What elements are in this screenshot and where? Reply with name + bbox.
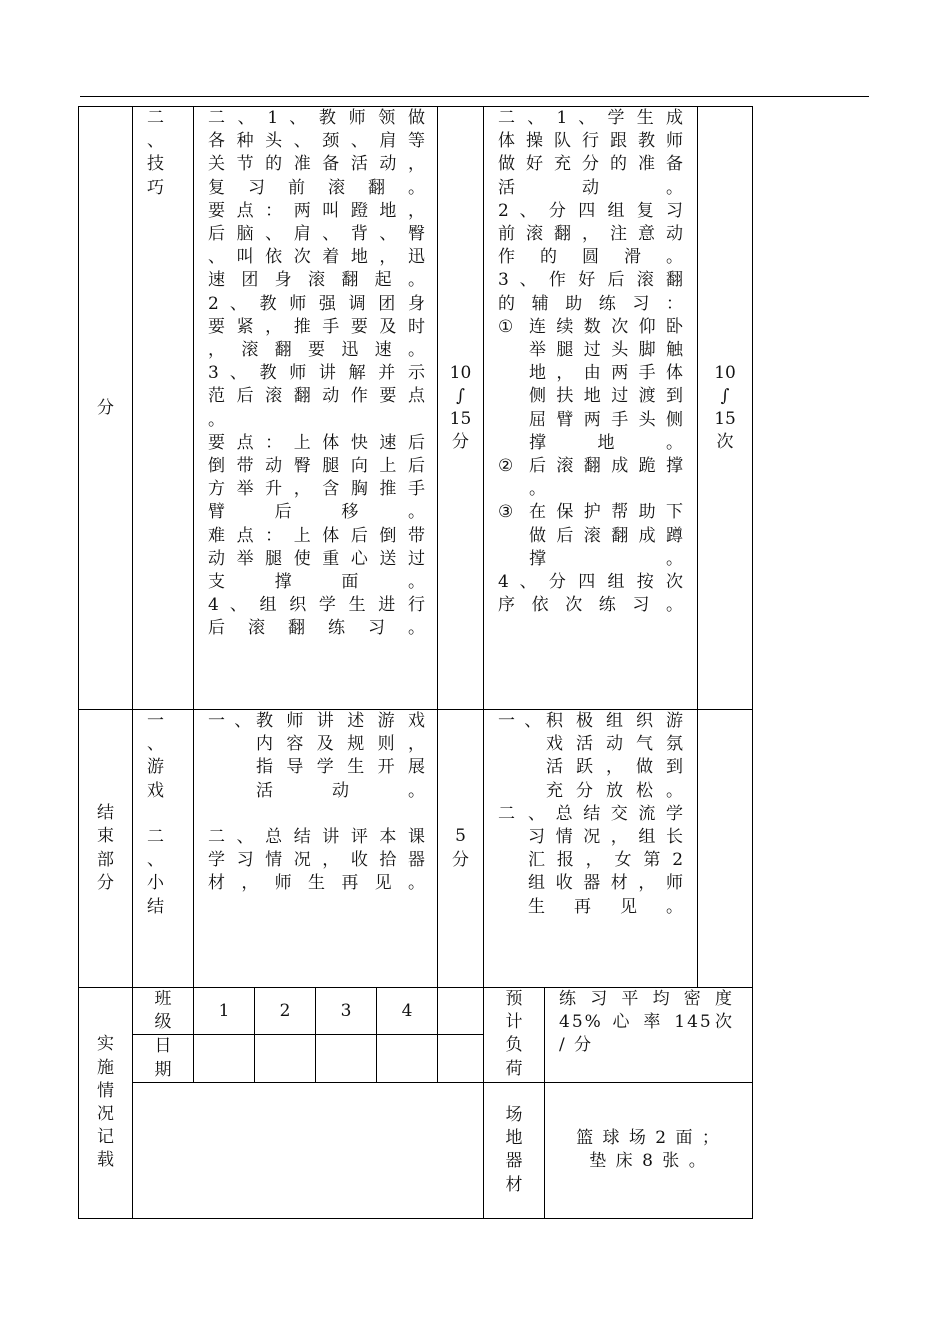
item-text: 、 总 结 交 流 学 习 情 况 ， 组 长 汇 报 ， 女 第 2 组 收 器 材 ， 师 生 再 见 。 [528, 803, 693, 917]
end-part-label: 结 束 部 分 [79, 710, 133, 988]
teacher-para: 二 、 总 结 讲 评 本 课 学 习 情 况 ， 收 拾 器 材 ， 师 生 再 见 。 [208, 826, 435, 894]
student-para: 3 、 作 好 后 滚 翻 的 辅 助 练 习 ： [498, 270, 693, 314]
student-item [498, 710, 693, 803]
item-text: 积 极 组 织 游 戏 活 动 气 氛 活 跃 ， 做 到 充 分 放 松 。 [546, 711, 693, 801]
student-para: 4 、 分 四 组 按 次 序 依 次 练 习 。 [498, 572, 693, 616]
student-item [498, 455, 693, 501]
date-label: 日 期 [133, 1035, 194, 1082]
load-text: 练 习 平 均 密 度 45% 心 率 145次 / 分 [559, 989, 742, 1056]
lesson-plan-table [78, 106, 753, 1219]
teacher-para: 二 、 1 、 教 师 领 做 各 种 头 、 颈 、 肩 等 关 节 的 准 备 活 动 ， 复 习 前 滚 翻 。 [208, 108, 435, 198]
venue-value: 篮 球 场 2 面 ； 垫 床 8 张 。 [545, 1082, 753, 1218]
teacher-para: 4 、 组 织 学 生 进 行 后 滚 翻 练 习 。 [208, 595, 435, 639]
item-number: ② [498, 456, 514, 477]
venue-label: 场 地 器 材 [484, 1082, 545, 1218]
date-3 [316, 1035, 377, 1082]
student-item [498, 316, 693, 455]
load-label: 预 计 负 荷 [484, 988, 545, 1083]
student-para: 二 、 1 、 学 生 成 体 操 队 行 跟 教 师 做 好 充 分 的 准 备 活 动 。 [498, 108, 693, 198]
teacher-item [208, 710, 435, 803]
end-time: 5 分 [438, 710, 484, 988]
item-text: 在 保 护 帮 助 下 做 后 滚 翻 成 蹲 撑 。 [529, 502, 693, 569]
student-item [498, 803, 693, 919]
teacher-para: 要 点 ： 两 叫 蹬 地 ， 后 脑 、 肩 、 背 、 臀 、 叫 依 次 着 地 ， 迅 速 团 身 滚 翻 起 。 [208, 200, 435, 291]
item-lead: 一 、 [208, 711, 254, 731]
record-notes [133, 1082, 484, 1218]
teacher-activities [194, 107, 438, 710]
end-teacher-activities [194, 710, 438, 988]
student-para: 2 、 分 四 组 复 习 前 滚 翻 ， 注 意 动 作 的 圆 滑 。 [498, 200, 693, 268]
main-part-row [79, 107, 753, 710]
section-label: 分 [79, 107, 133, 710]
student-item [498, 501, 693, 571]
item-lead: 二 [498, 803, 515, 824]
record-label: 实 施 情 况 记 载 [79, 988, 133, 1219]
main-count: 10 ∫ 15 次 [698, 107, 753, 710]
item-text: 后 滚 翻 成 跪 撑 。 [529, 456, 693, 500]
venue-row [79, 1082, 753, 1218]
teacher-para: 难 点 ： 上 体 后 倒 带 动 举 腿 使 重 心 送 过 支 撑 面 。 [208, 525, 435, 593]
header-rule [80, 96, 869, 97]
end-student-activities [484, 710, 698, 988]
class-row [79, 988, 753, 1035]
date-extra [438, 1035, 484, 1082]
teacher-para: 2 、 教 师 强 调 团 身 要 紧 ， 推 手 要 及 时 ， 滚 翻 要 迅 速 。 [208, 293, 435, 361]
class-2: 2 [255, 988, 316, 1035]
item-text: 连 续 数 次 仰 卧 举 腿 过 头 脚 触 地 ， 由 两 手 体 侧 扶 地 过 渡 到 屈 臂 两 手 头 侧 撑 地 。 [529, 316, 693, 453]
load-value [545, 988, 753, 1083]
date-2 [255, 1035, 316, 1082]
item-text: 教 师 讲 述 游 戏 内 容 及 规 则 ， 指 导 学 生 开 展 活 动 。 [256, 711, 435, 801]
item-lead: 一 、 [498, 711, 544, 731]
date-4 [377, 1035, 438, 1082]
main-time: 10 ∫ 15 分 [438, 107, 484, 710]
class-1: 1 [194, 988, 255, 1035]
item-number: ③ [498, 502, 514, 523]
teacher-para: 3 、 教 师 讲 解 并 示 范 后 滚 翻 动 作 要 点 。 [208, 363, 435, 430]
end-count [698, 710, 753, 988]
class-4: 4 [377, 988, 438, 1035]
end-sub-label: 一 、 游 戏 二 、 小 结 [133, 710, 194, 988]
class-extra [438, 988, 484, 1035]
class-3: 3 [316, 988, 377, 1035]
end-part-row [79, 710, 753, 988]
date-1 [194, 1035, 255, 1082]
item-number: ① [498, 316, 514, 337]
student-activities [484, 107, 698, 710]
class-label: 班 级 [133, 988, 194, 1035]
teacher-para: 要 点 ： 上 体 快 速 后 倒 带 动 臀 腿 向 上 后 方 举 升 ， 含 胸 推 手 臂 后 移 。 [208, 432, 435, 523]
main-sub-label: 二 、 技 巧 [133, 107, 194, 710]
